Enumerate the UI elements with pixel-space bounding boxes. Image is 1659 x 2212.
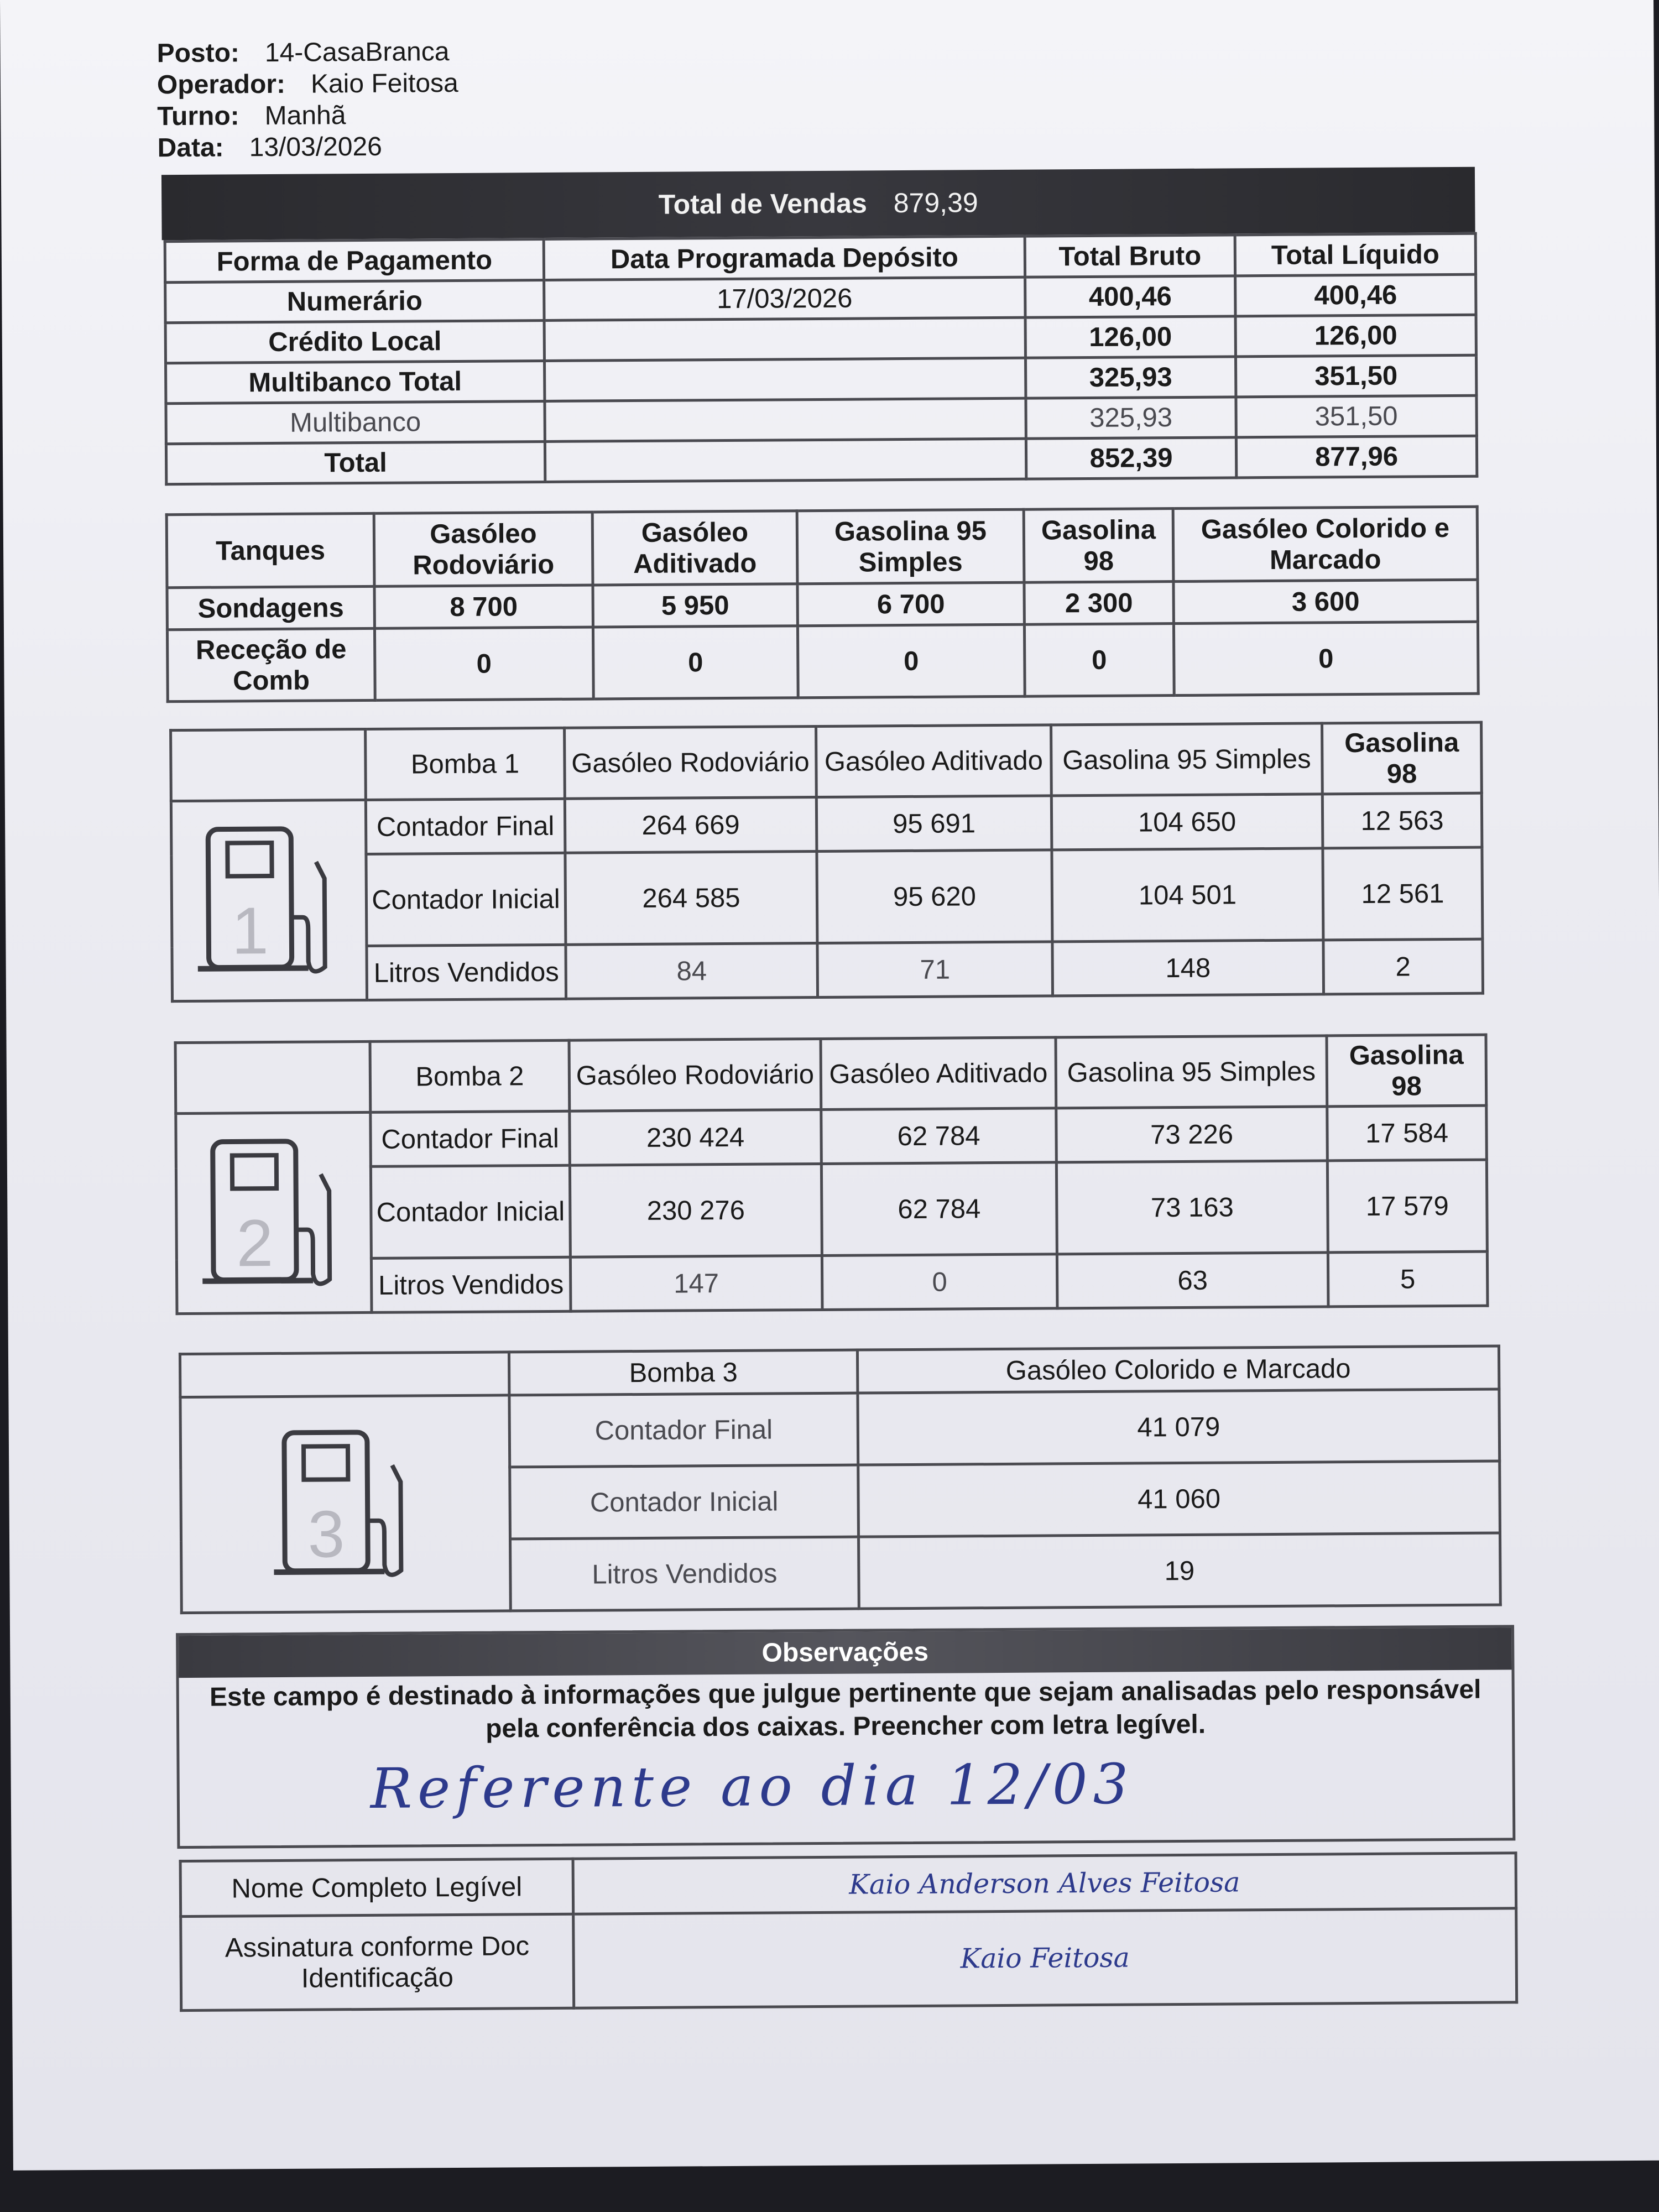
pump-number: 2: [236, 1206, 274, 1280]
bomba1-fuel-header: Gasóleo Rodoviário: [565, 727, 817, 799]
bomba2-corner: [175, 1041, 371, 1113]
operador-value: Kaio Feitosa: [310, 68, 458, 99]
payment-row-liquido: 400,46: [1235, 274, 1476, 316]
total-vendas-value: 879,39: [893, 187, 978, 219]
bomba2-value: 62 784: [821, 1108, 1057, 1164]
payment-row-bruto: 400,46: [1025, 276, 1235, 317]
bomba3-row-label: Contador Final: [509, 1393, 858, 1467]
sondagens-label: Sondagens: [167, 586, 374, 629]
tanks-header: Gasóleo Colorido e Marcado: [1173, 507, 1478, 581]
bomba2-value: 63: [1057, 1253, 1328, 1308]
bomba2-value: 73 226: [1056, 1107, 1328, 1162]
observacoes-box: [176, 1625, 1515, 1849]
payment-row-liquido: 351,50: [1235, 355, 1476, 397]
pump-number: 1: [231, 893, 269, 968]
fuel-pump-icon: [201, 1130, 346, 1297]
sondagens-value: 3 600: [1173, 580, 1478, 623]
background-surface: [0, 2171, 1659, 2212]
payment-header-forma: Forma de Pagamento: [165, 239, 544, 283]
bomba2-title: Bomba 2: [370, 1040, 570, 1112]
bomba1-row-label: Litros Vendidos: [367, 945, 566, 1000]
bomba2-value: 17 584: [1327, 1105, 1487, 1161]
bomba3-value: 41 079: [858, 1389, 1500, 1465]
signature-table: [179, 1851, 1519, 2012]
payment-header-bruto: Total Bruto: [1025, 235, 1235, 277]
bomba2-fuel-header: Gasóleo Aditivado: [821, 1037, 1056, 1110]
tanks-header: Gasóleo Rodoviário: [374, 512, 593, 586]
payment-header-liquido: Total Líquido: [1235, 233, 1475, 276]
assinatura-label: Assinatura conforme Doc Identificação: [181, 1914, 574, 2010]
payment-total-label: Total: [166, 441, 545, 484]
observacoes-title: Observações: [179, 1627, 1511, 1678]
bomba1-title: Bomba 1: [366, 728, 565, 800]
rececao-label: Receção de Comb: [167, 628, 375, 701]
bomba2-row-label: Contador Final: [371, 1111, 570, 1166]
payment-row-bruto: 126,00: [1025, 316, 1235, 358]
bomba1-row-label: Contador Final: [366, 799, 565, 854]
sondagens-value: 2 300: [1024, 582, 1173, 625]
rececao-value: 0: [593, 626, 798, 699]
posto-label: Posto:: [156, 38, 240, 69]
bomba1-value: 71: [817, 942, 1053, 998]
bomba1-fuel-header: Gasóleo Aditivado: [816, 725, 1052, 797]
bomba2-value: 5: [1328, 1251, 1488, 1307]
bomba3-row-label: Litros Vendidos: [510, 1537, 859, 1611]
observacoes-instructions: Este campo é destinado à informações que julgue pertinente que sejam analisadas pelo responsável pela conferência dos caixas. Preencher com letra legível.: [209, 1674, 1481, 1744]
bomba1-value: 2: [1323, 939, 1483, 994]
bomba1-fuel-header: Gasolina 95 Simples: [1051, 723, 1323, 796]
payment-row-bruto: 325,93: [1025, 357, 1235, 398]
bomba1-corner: [171, 729, 366, 801]
bomba3-pump-cell: [180, 1395, 510, 1613]
payment-total-liquido: 877,96: [1236, 436, 1477, 478]
payment-row-liquido: 126,00: [1235, 315, 1476, 357]
bomba3-value: 41 060: [858, 1461, 1500, 1537]
bomba2-value: 230 424: [570, 1109, 822, 1165]
bomba1-row-label: Contador Inicial: [366, 853, 566, 946]
nome-completo-label: Nome Completo Legível: [180, 1859, 573, 1916]
bomba3-value: 19: [859, 1533, 1501, 1609]
bomba1-table: [169, 721, 1484, 1003]
assinatura-signature: Kaio Feitosa: [573, 1908, 1517, 2008]
bomba1-value: 12 563: [1322, 793, 1482, 848]
bomba2-row-label: Litros Vendidos: [371, 1257, 571, 1312]
bomba1-value: 84: [566, 943, 818, 999]
payment-row-bruto: 325,93: [1026, 397, 1236, 439]
operador-label: Operador:: [156, 69, 286, 100]
sondagens-value: 8 700: [374, 585, 593, 628]
payment-row-liquido: 351,50: [1236, 395, 1477, 437]
bomba1-value: 95 620: [817, 850, 1052, 943]
turno-label: Turno:: [157, 101, 239, 132]
tanks-header: Gasolina 98: [1024, 509, 1173, 583]
bomba3-title: Bomba 3: [509, 1350, 857, 1395]
bomba2-value: 0: [822, 1254, 1057, 1310]
payment-row-empty: [545, 439, 1026, 482]
tanks-header: Gasóleo Aditivado: [592, 511, 797, 585]
total-vendas-label: Total de Vendas: [658, 187, 867, 220]
rececao-value: 0: [374, 627, 593, 700]
payment-row-name: Numerário: [165, 280, 544, 323]
payment-header-data: Data Programada Depósito: [544, 236, 1025, 280]
data-label: Data:: [157, 133, 224, 163]
bomba2-fuel-header: Gasolina 98: [1327, 1035, 1486, 1107]
bomba2-fuel-header: Gasóleo Rodoviário: [569, 1039, 821, 1111]
bomba2-value: 73 163: [1056, 1161, 1328, 1254]
sondagens-value: 5 950: [593, 584, 797, 627]
bomba2-value: 230 276: [570, 1164, 822, 1257]
bomba3-corner: [180, 1352, 509, 1397]
bomba2-row-label: Contador Inicial: [371, 1165, 570, 1258]
rececao-value: 0: [1173, 622, 1478, 695]
payment-table: [164, 232, 1479, 486]
deposit-date: 17/03/2026: [544, 277, 1025, 320]
bomba1-value: 104 501: [1052, 848, 1323, 942]
payment-row-empty: [545, 358, 1026, 401]
turno-value: Manhã: [264, 101, 346, 131]
payment-row-name: Crédito Local: [165, 320, 544, 363]
bomba1-value: 264 585: [565, 852, 817, 945]
payment-row-empty: [545, 398, 1026, 441]
fuel-pump-icon: [273, 1421, 418, 1588]
rececao-value: 0: [1024, 624, 1174, 697]
bomba2-value: 147: [570, 1255, 822, 1311]
form-header: [156, 36, 458, 164]
bomba1-fuel-header: Gasolina 98: [1322, 722, 1482, 794]
bomba3-fuel-header: Gasóleo Colorido e Marcado: [857, 1346, 1499, 1393]
bomba2-value: 62 784: [821, 1162, 1057, 1256]
sondagens-value: 6 700: [797, 582, 1024, 626]
data-value: 13/03/2026: [249, 132, 383, 163]
fuel-pump-icon: [197, 817, 342, 984]
bomba3-row-label: Contador Inicial: [510, 1465, 859, 1539]
bomba2-pump-cell: [176, 1112, 372, 1313]
rececao-value: 0: [797, 624, 1025, 698]
payment-row-empty: [544, 317, 1025, 361]
bomba1-pump-cell: [171, 800, 367, 1001]
payment-row-name: Multibanco Total: [166, 361, 545, 403]
observacoes-handwritten-note: Referente ao dia 12/03: [370, 1751, 1134, 1821]
payment-row-name: Multibanco: [166, 401, 545, 444]
bomba1-value: 95 691: [816, 796, 1052, 852]
bomba1-value: 148: [1052, 940, 1324, 996]
nome-completo-value: Kaio Anderson Alves Feitosa: [573, 1853, 1516, 1914]
payment-total-bruto: 852,39: [1026, 437, 1236, 479]
tanks-table: [165, 505, 1480, 703]
tanks-header: Gasolina 95 Simples: [797, 509, 1024, 584]
posto-value: 14-CasaBranca: [264, 37, 450, 68]
bomba2-table: [174, 1034, 1489, 1315]
total-vendas-band: [161, 167, 1475, 241]
bomba1-value: 12 561: [1323, 847, 1483, 940]
tanks-header: Tanques: [166, 513, 374, 587]
bomba2-value: 17 579: [1327, 1160, 1487, 1253]
bomba1-value: 264 669: [565, 797, 817, 853]
pump-number: 3: [307, 1496, 345, 1572]
bomba2-fuel-header: Gasolina 95 Simples: [1056, 1036, 1327, 1108]
bomba3-table: [179, 1344, 1502, 1614]
bomba1-value: 104 650: [1051, 794, 1323, 850]
